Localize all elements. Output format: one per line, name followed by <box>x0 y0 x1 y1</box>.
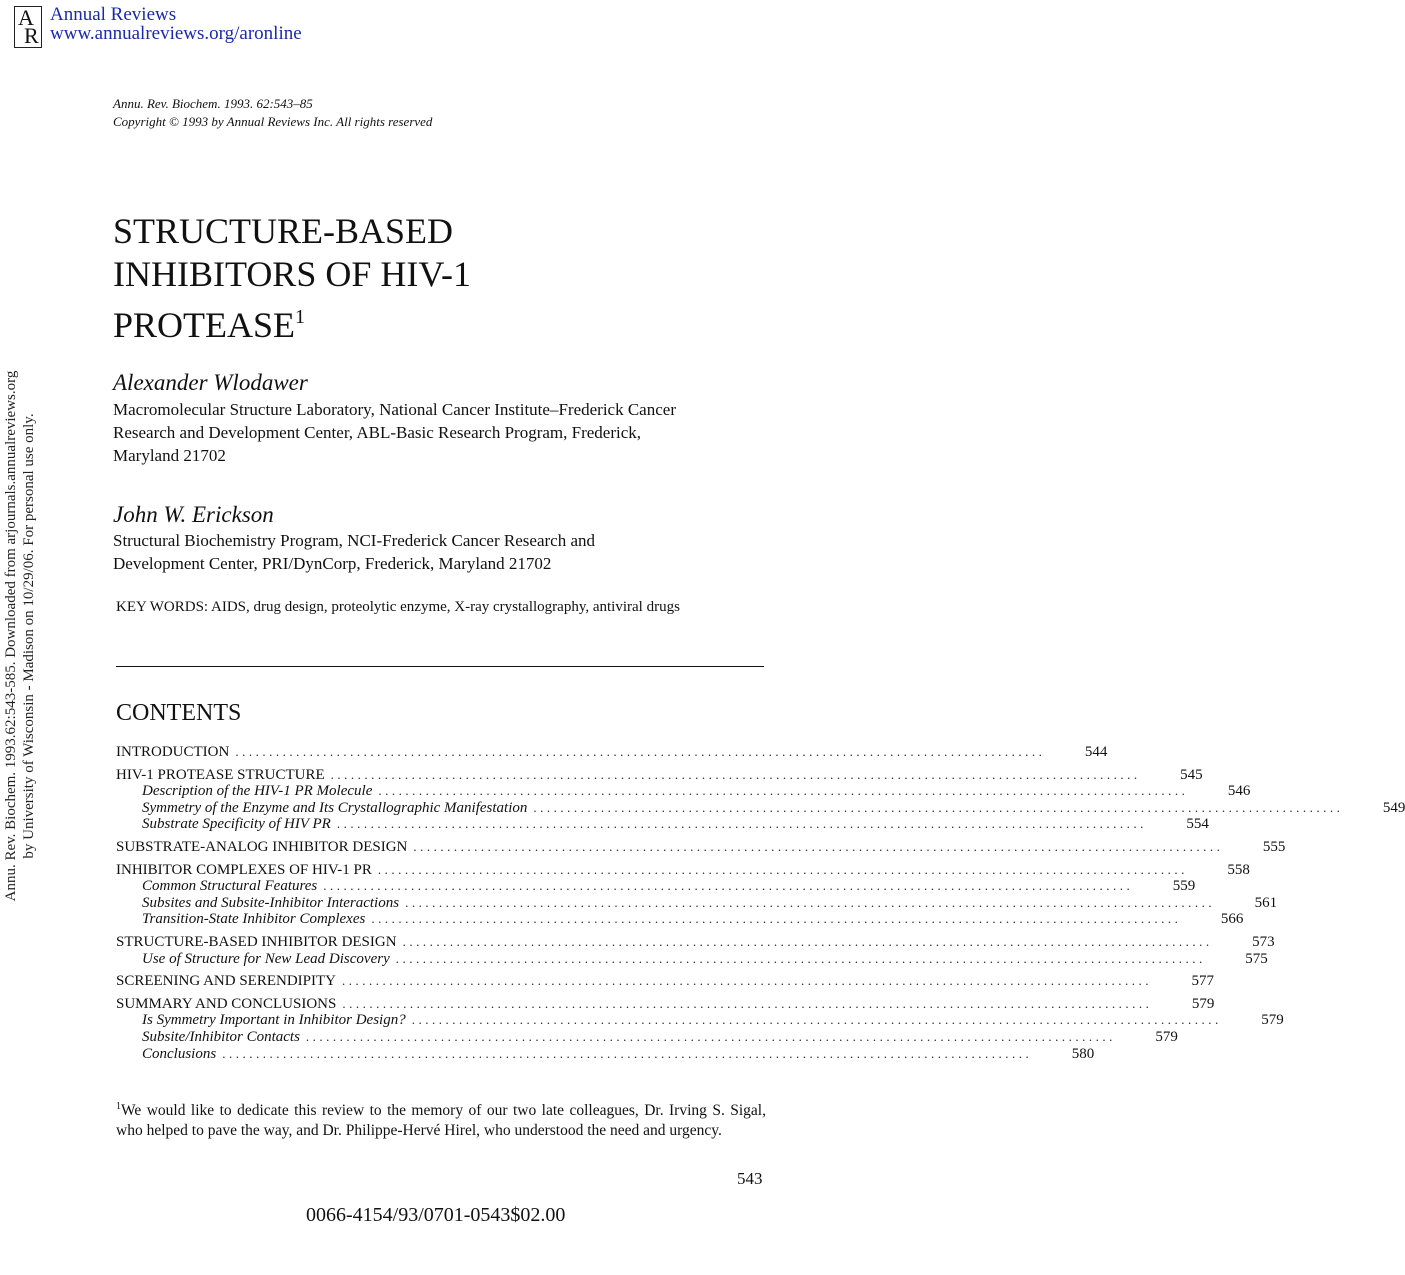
download-notice-line-1: Annu. Rev. Biochem. 1993.62:543-585. Downloaded from arjournals.annualreviews.org <box>3 370 19 902</box>
toc-entry-label: SUBSTRATE-ANALOG INHIBITOR DESIGN <box>116 838 408 855</box>
toc-page-number: 554 <box>1186 816 1209 833</box>
author-name-2: John W. Erickson <box>113 502 274 527</box>
toc-entry <box>116 861 1250 879</box>
toc-page-number: 558 <box>1227 861 1250 878</box>
toc-subentry <box>116 783 1251 800</box>
toc-leader-dots: ........................................................................................................................ <box>323 878 1134 894</box>
publisher-link[interactable] <box>50 5 302 43</box>
toc-subentry <box>116 894 1278 912</box>
toc-page-number: 544 <box>1084 744 1108 760</box>
logo-letter-r: R <box>24 23 39 48</box>
author-affiliation-2 <box>113 529 763 575</box>
toc-page-number: 577 <box>1191 973 1215 990</box>
toc-page-number: 566 <box>1220 911 1244 928</box>
title-footnote-mark: 1 <box>295 306 306 328</box>
toc-leader-dots: ........................................................................................................................ <box>411 1012 1222 1028</box>
title-line-3-text: PROTEASE <box>113 305 296 345</box>
page-number: 543 <box>737 1169 763 1188</box>
toc-page-number: 549 <box>1382 799 1405 816</box>
toc-entry <box>116 995 1215 1013</box>
toc-leader-dots: ........................................................................................................................ <box>377 861 1188 877</box>
toc-leader-dots: ........................................................................................................................ <box>336 816 1147 832</box>
toc-page-number: 559 <box>1172 878 1196 895</box>
toc-entry-label: Conclusions <box>142 1045 217 1062</box>
author-name-1: Alexander Wlodawer <box>113 370 308 395</box>
price-code: 0066-4154/93/0701-0543$02.00 <box>306 1204 566 1226</box>
toc-subentry <box>116 1012 1284 1029</box>
toc-entry-label: STRUCTURE-BASED INHIBITOR DESIGN <box>116 933 397 950</box>
toc-leader-dots: ........................................................................................................................ <box>402 933 1213 949</box>
download-notice-line-2: by University of Wisconsin - Madison on 10/29/06. For personal use only. <box>21 413 37 859</box>
toc-leader-dots: ........................................................................................................................ <box>395 950 1206 966</box>
toc-page-number: 579 <box>1191 995 1215 1012</box>
toc-entry <box>116 744 1108 761</box>
toc-page-number: 555 <box>1262 838 1286 855</box>
toc-entry-label: Is Symmetry Important in Inhibitor Design? <box>142 1012 406 1029</box>
logo-letter-a: A <box>18 5 34 30</box>
affiliation-line: Structural Biochemistry Program, NCI-Frederick Cancer Research and <box>113 531 595 550</box>
copyright-line: Copyright © 1993 by Annual Reviews Inc. All rights reserved <box>113 114 433 129</box>
toc-leader-dots: ........................................................................................................................ <box>342 995 1153 1011</box>
title-line-3 <box>113 296 533 347</box>
footnote-text: We would like to dedicate this review to the memory of our two late colleagues, Dr. Irving S. Sigal, who helped to pave the way, and Dr. Philippe-Hervé Hirel, who understood the need and urgency. <box>116 1102 766 1140</box>
toc-subentry <box>116 950 1268 968</box>
toc-leader-dots: ........................................................................................................................ <box>533 799 1344 815</box>
toc-leader-dots: ........................................................................................................................ <box>222 1045 1033 1061</box>
affiliation-line: Maryland 21702 <box>113 446 226 465</box>
toc-entry <box>116 838 1286 856</box>
publisher-url[interactable]: www.annualreviews.org/aronline <box>50 23 302 44</box>
author-affiliation-1 <box>113 398 763 467</box>
toc-page-number: 573 <box>1252 933 1275 950</box>
affiliation-line: Macromolecular Structure Laboratory, National Cancer Institute–Frederick Cancer <box>113 400 676 419</box>
toc-entry <box>116 766 1203 784</box>
toc-leader-dots: ........................................................................................................................ <box>235 744 1046 759</box>
toc-page-number: 545 <box>1180 766 1203 783</box>
toc-entry-label: Common Structural Features <box>142 878 318 895</box>
toc-entry-label: Description of the HIV-1 PR Molecule <box>142 783 373 800</box>
toc-page-number: 561 <box>1254 894 1278 911</box>
toc-page-number: 546 <box>1227 783 1251 800</box>
toc-page-number: 579 <box>1155 1028 1178 1045</box>
contents-heading: CONTENTS <box>116 700 242 726</box>
toc-entry-label: Use of Structure for New Lead Discovery <box>142 950 390 967</box>
toc-entry <box>116 933 1275 951</box>
table-of-contents <box>116 744 1405 1062</box>
toc-subentry <box>116 1028 1178 1046</box>
toc-entry-label: SCREENING AND SERENDIPITY <box>116 973 337 990</box>
toc-entry-label: Subsites and Subsite-Inhibitor Interactions <box>142 894 400 911</box>
toc-leader-dots: ........................................................................................................................ <box>378 783 1189 799</box>
toc-leader-dots: ........................................................................................................................ <box>371 911 1182 927</box>
toc-leader-dots: ........................................................................................................................ <box>413 838 1224 854</box>
toc-entry-label: Substrate Specificity of HIV PR <box>142 816 331 833</box>
section-divider <box>116 666 764 667</box>
dedication-footnote <box>116 1097 766 1141</box>
toc-subentry <box>116 816 1209 833</box>
affiliation-line: Research and Development Center, ABL-Basic Research Program, Frederick, <box>113 423 642 442</box>
journal-citation: Annu. Rev. Biochem. 1993. 62:543–85 <box>113 96 313 111</box>
citation-block <box>113 95 432 131</box>
toc-subentry <box>116 1045 1095 1063</box>
toc-subentry <box>116 878 1196 895</box>
toc-page-number: 575 <box>1245 950 1268 967</box>
toc-entry <box>116 973 1215 990</box>
toc-entry-label: SUMMARY AND CONCLUSIONS <box>116 995 337 1012</box>
toc-entry-label: Transition-State Inhibitor Complexes <box>142 911 366 928</box>
title-line-1: STRUCTURE-BASED <box>113 211 454 251</box>
toc-leader-dots: ........................................................................................................................ <box>305 1028 1116 1044</box>
toc-subentry <box>116 799 1405 817</box>
affiliation-line: Development Center, PRI/DynCorp, Frederick, Maryland 21702 <box>113 554 552 573</box>
download-notice <box>2 336 38 936</box>
toc-entry-label: HIV-1 PROTEASE STRUCTURE <box>116 766 325 783</box>
toc-entry-label: Symmetry of the Enzyme and Its Crystallographic Manifestation <box>142 799 528 816</box>
toc-entry-label: Subsite/Inhibitor Contacts <box>142 1028 300 1045</box>
toc-leader-dots: ........................................................................................................................ <box>405 894 1216 910</box>
keywords: KEY WORDS: AIDS, drug design, proteolytic enzyme, X-ray crystallography, antiviral drugs <box>116 599 680 615</box>
title-line-2: INHIBITORS OF HIV-1 <box>113 254 472 294</box>
toc-entry-label: INHIBITOR COMPLEXES OF HIV-1 PR <box>116 861 372 878</box>
toc-subentry <box>116 911 1244 928</box>
footnote-mark: 1 <box>116 1101 121 1112</box>
toc-leader-dots: ........................................................................................................................ <box>330 766 1141 782</box>
toc-page-number: 579 <box>1261 1012 1284 1029</box>
annual-reviews-logo <box>14 6 42 48</box>
publisher-name[interactable]: Annual Reviews <box>50 4 177 25</box>
toc-leader-dots: ........................................................................................................................ <box>342 973 1153 989</box>
article-title <box>113 210 533 347</box>
toc-page-number: 580 <box>1071 1045 1095 1062</box>
toc-entry-label: INTRODUCTION <box>116 744 230 760</box>
